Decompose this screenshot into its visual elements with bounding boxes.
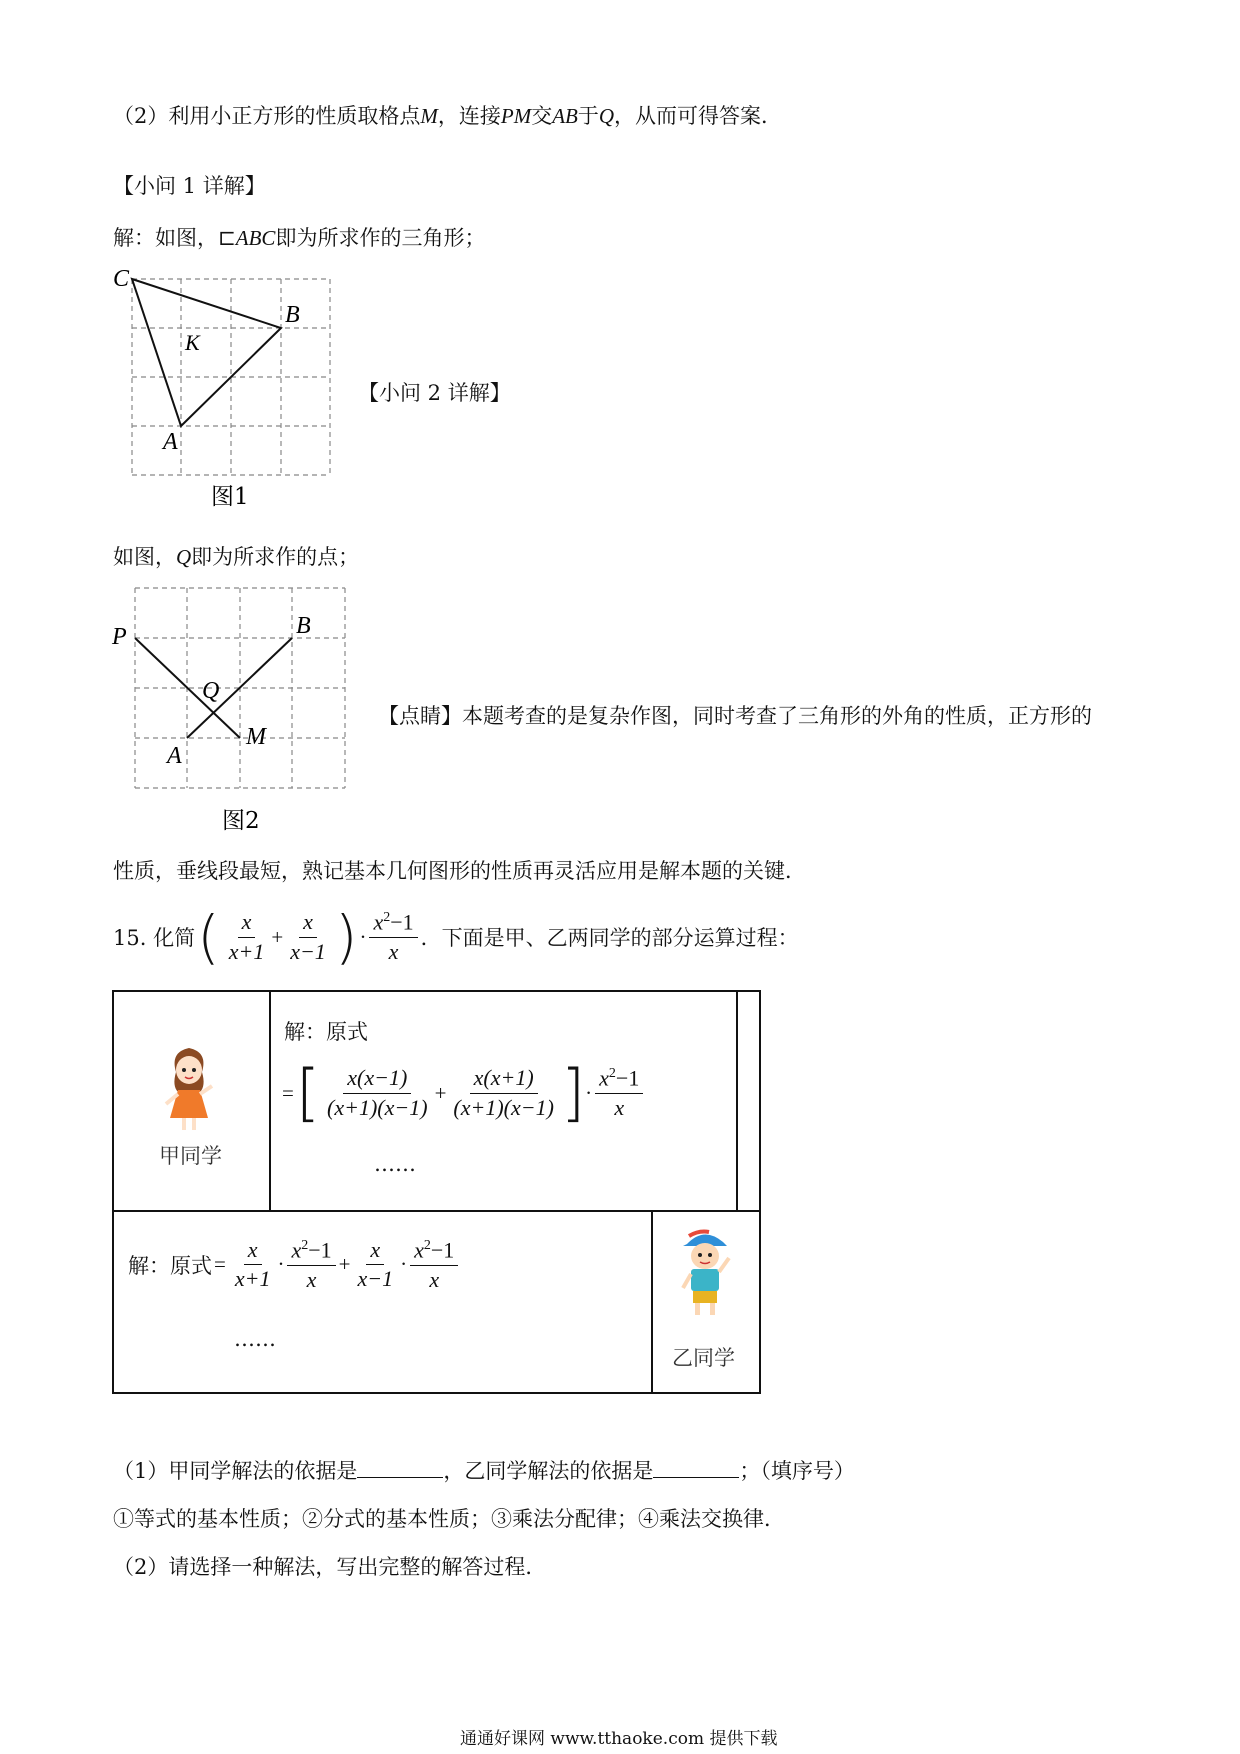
jia-fraction-2: $\frac{x(x+1)}{(x+1)(x-1)}$ [453, 1065, 554, 1120]
figure-2 [100, 578, 360, 838]
jia-ellipsis: …… [374, 1152, 416, 1176]
label-m: M [246, 724, 266, 750]
label-b: B [285, 302, 300, 328]
label-k: K [185, 330, 200, 355]
jia-fraction-3: $\frac{x^2-1}{x}$ [595, 1066, 643, 1120]
blank-yi[interactable] [653, 1456, 739, 1478]
boy-avatar [669, 1224, 739, 1324]
label-b2: B [296, 613, 311, 639]
triangle-abc [132, 279, 281, 426]
question-2: （2）请选择一种解法，写出完整的解答过程． [113, 1555, 547, 1579]
fraction-2: $\frac{x}{x-1}$ [290, 909, 326, 964]
sub2-answer: 如图，Q即为所求作的点； [113, 545, 360, 569]
yi-fraction-4: $\frac{x^2-1}{x}$ [410, 1238, 458, 1292]
hint-line: （2）利用小正方形的性质取格点M，连接PM交AB于Q，从而可得答案． [113, 104, 783, 128]
label-c: C [113, 266, 130, 292]
jia-name: 甲同学 [159, 1144, 222, 1168]
sub2-heading: 【小问 2 详解】 [358, 381, 511, 405]
row-divider [114, 1210, 759, 1212]
comment-line-1: 【点睛】本题考查的是复杂作图，同时考查了三角形的外角的性质，正方形的 [378, 704, 1092, 728]
yi-divider [651, 1212, 653, 1392]
yi-fraction-1: $\frac{x}{x+1}$ [234, 1237, 271, 1292]
jia-expression: = [ $\frac{x(x-1)}{(x+1)(x-1)}$ + $\frac{x(x+1)}{(x+1)(x-1)}$ ] · $\frac{x^2-1}{x}$ [282, 1062, 646, 1124]
footer-text: 通通好课网 www.tthaoke.com 提供下载 [460, 1729, 778, 1749]
blank-jia[interactable] [357, 1456, 443, 1478]
girl-avatar [154, 1042, 224, 1134]
right-paren: ) [334, 903, 358, 971]
yi-fraction-3: $\frac{x}{x-1}$ [357, 1237, 394, 1292]
label-a2: A [167, 743, 182, 769]
yi-ellipsis: …… [234, 1327, 276, 1351]
yi-fraction-2: $\frac{x^2-1}{x}$ [287, 1238, 335, 1292]
question-15: 15. 化简 ( $\frac{x}{x+1}$ + $\frac{x}{x-1}$ ) · $\frac{x^2-1}{x}$ ．下面是甲、乙两同学的部分运算过程： [113, 903, 799, 971]
options-line: ①等式的基本性质；②分式的基本性质；③乘法分配律；④乘法交换律． [113, 1507, 785, 1531]
label-q: Q [202, 678, 220, 704]
question-1: （1）甲同学解法的依据是 ，乙同学解法的依据是 ；（填序号） [113, 1455, 855, 1485]
sub1-answer: 解：如图，⊏ABC即为所求作的三角形； [113, 226, 486, 250]
figure-2-caption: 图2 [222, 808, 260, 834]
jia-right-divider [736, 992, 738, 1210]
left-paren: ( [197, 903, 220, 971]
yi-expression: 解：原式 = $\frac{x}{x+1}$ · $\frac{x^2-1}{x}$ + $\frac{x}{x-1}$ · $\frac{x^2-1}{x}$ [128, 1238, 461, 1292]
jia-line-1: 解：原式 [284, 1020, 368, 1044]
jia-divider [269, 992, 271, 1210]
figure-1-caption: 图1 [211, 484, 249, 510]
fraction-3: $\frac{x^2-1}{x}$ [369, 910, 417, 964]
label-a: A [163, 429, 178, 455]
comment-line-2: 性质，垂线段最短，熟记基本几何图形的性质再灵活应用是解本题的关键． [113, 859, 806, 883]
fraction-1: $\frac{x}{x+1}$ [228, 909, 265, 964]
yi-name: 乙同学 [672, 1346, 735, 1370]
jia-fraction-1: $\frac{x(x-1)}{(x+1)(x-1)}$ [327, 1065, 428, 1120]
solutions-table [112, 990, 761, 1394]
label-p: P [112, 624, 127, 650]
figure-1 [105, 262, 345, 512]
sub1-heading: 【小问 1 详解】 [113, 174, 266, 198]
